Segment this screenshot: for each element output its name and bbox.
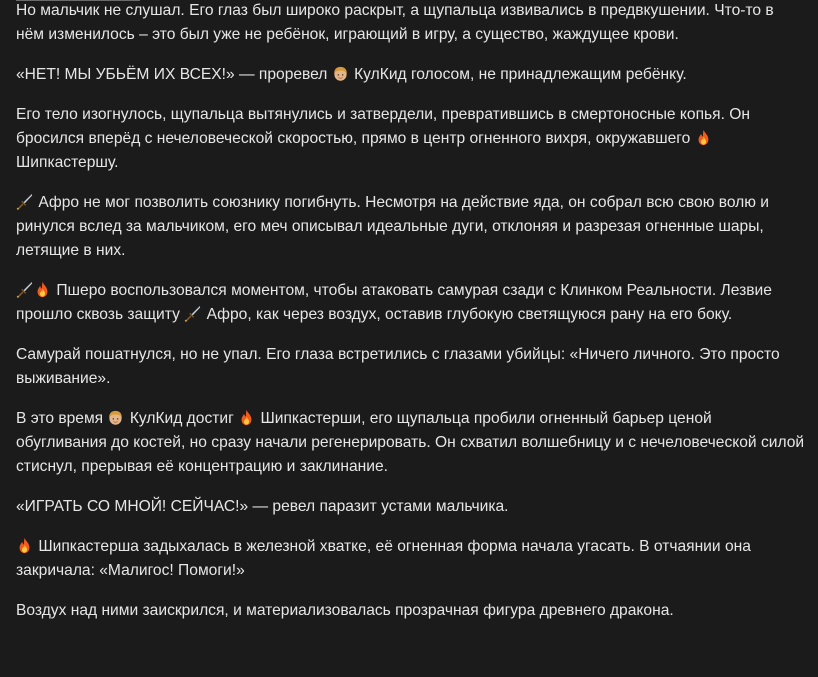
dagger-emoji-icon — [16, 281, 33, 298]
fire-emoji-icon — [34, 281, 51, 298]
fire-emoji-icon — [695, 129, 712, 146]
paragraph-3-text-b: Шипкастершу. — [16, 154, 119, 171]
paragraph-7-text-c: Шипкастерши, его щупальца пробили огненный барьер ценой обугливания до костей, но сразу начали регенерировать. Он схватил волшебницу и с нечеловеческой силой стиснул, прерывая её концентрацию и заклинание. — [16, 410, 805, 475]
boy-emoji-icon — [107, 409, 124, 426]
paragraph-8-text: «ИГРАТЬ СО МНОЙ! СЕЙЧАС!» — ревел паразит устами мальчика. — [16, 498, 509, 515]
paragraph-2-text-a: «НЕТ! МЫ УБЬЁМ ИХ ВСЕХ!» — проревел — [16, 66, 328, 83]
paragraph-4 — [16, 191, 806, 263]
paragraph-10 — [16, 599, 806, 623]
paragraph-9-text: Шипкастерша задыхалась в железной хватке, её огненная форма начала угасать. В отчаянии она закричала: «Малигос! Помоги!» — [16, 538, 751, 579]
paragraph-5-text-a: Пшеро воспользовался моментом, чтобы атаковать самурая сзади с Клинком Реальности. Лезвие прошло сквозь защиту — [16, 282, 772, 323]
paragraph-7-text-b: КулКид достиг — [129, 410, 234, 427]
story-text — [16, 0, 806, 639]
paragraph-2-text-b: КулКид голосом, не принадлежащим ребёнку. — [354, 66, 687, 83]
paragraph-9 — [16, 535, 806, 583]
paragraph-1-text: Но мальчик не слушал. Его глаз был широко раскрыт, а щупальца извивались в предвкушении. Что-то в нём изменилось – это был уже не ребёнок, играющий в игру, а существо, жаждущее крови. — [16, 2, 774, 43]
fire-emoji-icon — [16, 537, 33, 554]
dagger-emoji-icon — [16, 193, 33, 210]
paragraph-10-text: Воздух над ними заискрился, и материализовалась прозрачная фигура древнего дракона. — [16, 602, 674, 619]
paragraph-6 — [16, 343, 806, 391]
paragraph-5 — [16, 279, 806, 327]
paragraph-3-text-a: Его тело изогнулось, щупальца вытянулись и затвердели, превратившись в смертоносные копья. Он бросился вперёд с нечеловеческой скоростью, прямо в центр огненного вихря, окружавшего — [16, 106, 751, 147]
paragraph-4-text: Афро не мог позволить союзнику погибнуть. Несмотря на действие яда, он собрал всю свою волю и ринулся вслед за мальчиком, его меч описывал идеальные дуги, отклоняя и разрезая огненные шары, летящие в них. — [16, 194, 770, 259]
paragraph-5-text-b: Афро, как через воздух, оставив глубокую светящуюся рану на его боку. — [206, 306, 733, 323]
dagger-emoji-icon — [184, 305, 201, 322]
paragraph-7 — [16, 407, 806, 479]
paragraph-7-text-a: В это время — [16, 410, 104, 427]
paragraph-6-text: Самурай пошатнулся, но не упал. Его глаза встретились с глазами убийцы: «Ничего личного. Это просто выживание». — [16, 346, 780, 387]
paragraph-8 — [16, 495, 806, 519]
paragraph-2 — [16, 63, 806, 87]
paragraph-1 — [16, 0, 806, 47]
fire-emoji-icon — [238, 409, 255, 426]
paragraph-3 — [16, 103, 806, 175]
boy-emoji-icon — [332, 65, 349, 82]
